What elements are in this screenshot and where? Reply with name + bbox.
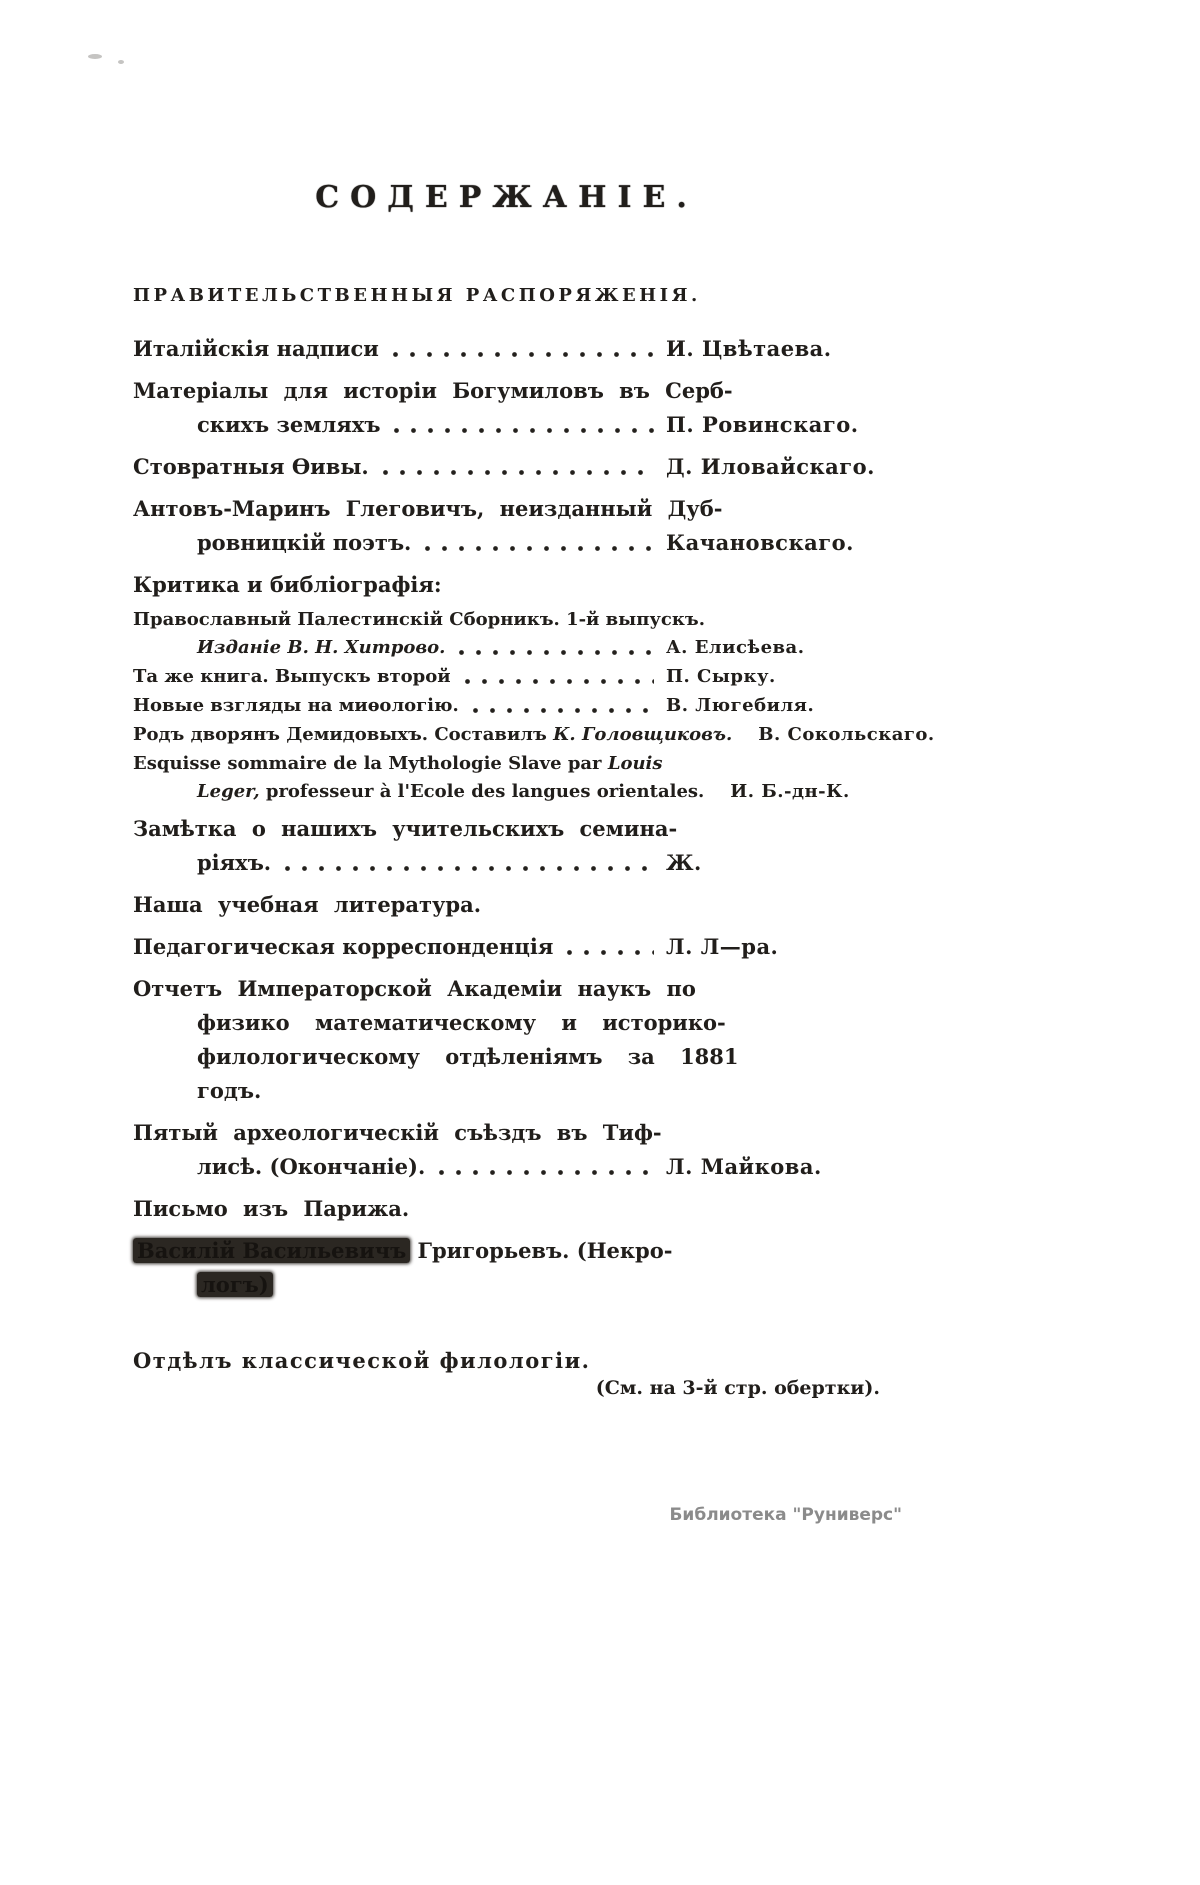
entry-author: В. Люгебиля.: [666, 695, 815, 716]
entry-title: Матеріалы для исторіи Богумиловъ въ Серб-: [133, 378, 733, 403]
section-heading-government-orders: ПРАВИТЕЛЬСТВЕННЫЯ РАСПОРЯЖЕНІЯ.: [133, 285, 701, 306]
entry-title-italic: К. Головщиковъ.: [553, 724, 733, 745]
toc-entry: [133, 812, 880, 880]
entry-line: [133, 1074, 880, 1108]
entry-line: [133, 374, 880, 408]
toc-entry: [133, 692, 880, 720]
entry-title: Наша учебная литература.: [133, 892, 482, 917]
entry-author: А. Елисѣева.: [666, 637, 805, 658]
dot-leader: [473, 708, 654, 713]
entry-author: Ж.: [666, 850, 702, 875]
entry-title: Пятый археологическій съѣздъ въ Тиф-: [133, 1120, 662, 1145]
toc-entry: [133, 750, 880, 806]
entry-line: [133, 1040, 880, 1074]
dot-leader: [394, 428, 654, 433]
toc-entry: [133, 1192, 880, 1226]
entry-title-continuation: [133, 1268, 273, 1302]
entry-title: Православный Палестинскій Сборникъ. 1-й выпускъ.: [133, 609, 705, 630]
entry-title-continuation: скихъ земляхъ: [197, 412, 381, 437]
entry-line: [133, 634, 880, 662]
library-watermark: Библиотека "Руниверс": [669, 1505, 902, 1525]
entry-title-text: Григорьевъ. (Некро-: [410, 1238, 673, 1263]
entry-line: [133, 692, 880, 720]
toc-entry: [133, 663, 880, 691]
entry-line: [133, 1006, 880, 1040]
entry-title-continuation: лисѣ. (Окончаніе).: [197, 1154, 426, 1179]
dot-leader: [285, 866, 654, 871]
entry-title: Замѣтка о нашихъ учительскихъ семина-: [133, 816, 678, 841]
entry-title: Италійскія надписи: [133, 336, 379, 361]
entry-author: Л. Л—ра.: [666, 934, 779, 959]
entry-line: [133, 721, 935, 749]
entry-line: [133, 1192, 880, 1226]
scan-artifact: [88, 54, 102, 59]
entry-line: [133, 1150, 880, 1184]
entry-line: [133, 663, 880, 691]
dot-leader: [393, 352, 654, 357]
entry-author: И. Цвѣтаева.: [666, 336, 832, 361]
toc-entry: [133, 332, 880, 366]
entry-line: [133, 812, 880, 846]
entry-author: П. Ровинскаго.: [666, 412, 859, 437]
entry-author: И. Б.-дн-К.: [730, 781, 850, 802]
entry-title: Педагогическая корреспонденція: [133, 934, 554, 959]
toc-entry: [133, 606, 880, 662]
dot-leader: [459, 650, 654, 655]
dot-leader: [383, 470, 654, 475]
entry-line: [133, 846, 880, 880]
entry-title: [133, 721, 732, 749]
entry-line: [133, 930, 880, 964]
entry-title-text: professeur à l'Ecole des langues orientales.: [259, 781, 705, 802]
dot-leader: [567, 950, 654, 955]
entry-title-continuation: ровницкій поэтъ.: [197, 530, 412, 555]
ink-smudge: логъ): [197, 1272, 273, 1297]
entry-line: [133, 888, 880, 922]
entry-author: П. Сырку.: [666, 666, 776, 687]
entry-title-text: Родъ дворянъ Демидовыхъ. Составилъ: [133, 724, 554, 745]
dot-leader: [439, 1170, 654, 1175]
entry-title-continuation: филологическому отдѣленіямъ за 1881: [197, 1044, 739, 1069]
entry-title: Стовратныя Ѳивы.: [133, 454, 369, 479]
entry-title: [133, 750, 663, 778]
entry-title-continuation: годъ.: [197, 1078, 262, 1103]
entry-line: [133, 1234, 880, 1268]
toc-entry: [133, 492, 880, 560]
entry-title-italic: Leger,: [197, 781, 260, 802]
toc-entry: [133, 888, 880, 922]
entry-line: [133, 332, 880, 366]
page-title: СОДЕРЖАНІЕ.: [315, 180, 698, 215]
entry-author: Л. Майкова.: [666, 1154, 822, 1179]
toc-page: [133, 0, 935, 1399]
entry-title: Отчетъ Императорской Академіи наукъ по: [133, 976, 696, 1001]
cover-page-note: (См. на 3-й стр. обертки).: [595, 1377, 880, 1399]
entry-line: [133, 750, 880, 778]
entry-line: [133, 1268, 880, 1302]
dot-leader: [465, 679, 654, 684]
entry-title-continuation: [133, 778, 704, 806]
entry-title-italic: Louis: [607, 753, 663, 774]
toc-entry: [133, 721, 935, 749]
toc-entry: [133, 374, 880, 442]
toc-entry: [133, 1116, 880, 1184]
entry-title: Та же книга. Выпускъ второй: [133, 666, 451, 687]
section-heading-criticism-bibliography: Критика и библіографія:: [133, 572, 442, 597]
entry-title: Антовъ-Маринъ Глеговичъ, неизданный Дуб-: [133, 496, 723, 521]
entry-title-text: Esquisse sommaire de la Mythologie Slave par: [133, 753, 608, 774]
entry-title-continuation: ріяхъ.: [197, 850, 272, 875]
ink-smudge: Василій Васильевичъ: [133, 1238, 410, 1263]
entry-title-continuation: физико математическому и историко-: [197, 1010, 726, 1035]
toc-entry: [133, 972, 880, 1108]
entry-author: Качановскаго.: [666, 530, 854, 555]
scan-artifact: [118, 60, 124, 64]
entry-line: [133, 450, 880, 484]
entry-line: [133, 492, 880, 526]
entry-author: Д. Иловайскаго.: [666, 454, 875, 479]
entry-line: [133, 1116, 880, 1150]
entry-line: [133, 972, 880, 1006]
entry-title-continuation: Изданіе В. Н. Хитрово.: [197, 637, 446, 658]
entry-title: Новые взгляды на миѳологію.: [133, 695, 459, 716]
entry-author: В. Сокольскаго.: [758, 724, 935, 745]
entry-line: [133, 778, 880, 806]
toc-list: [133, 332, 935, 1302]
entry-line: [133, 526, 880, 560]
entry-title: [133, 1234, 672, 1268]
dot-leader: [425, 546, 654, 551]
section-heading-classical-philology: Отдѣлъ классической филологіи.: [133, 1348, 591, 1373]
toc-entry: [133, 450, 880, 484]
entry-line: [133, 606, 880, 634]
toc-entry: [133, 930, 880, 964]
entry-title: Письмо изъ Парижа.: [133, 1196, 410, 1221]
entry-line: [133, 408, 880, 442]
toc-entry: [133, 1234, 880, 1302]
